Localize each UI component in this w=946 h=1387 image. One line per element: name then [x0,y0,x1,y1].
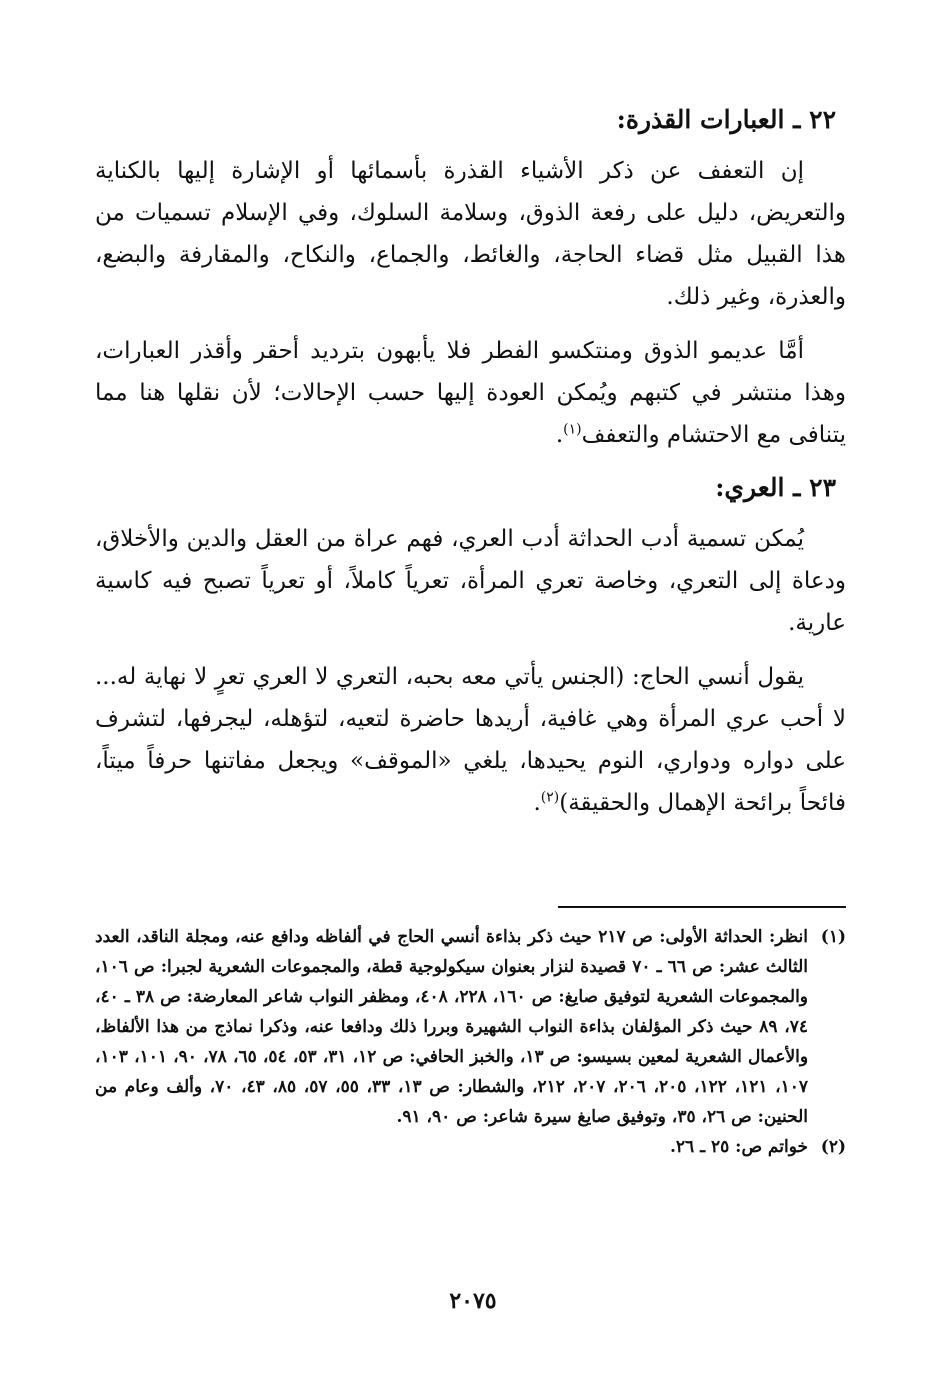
section-heading-23: ٢٣ ـ العري: [715,473,836,502]
footnote-divider [558,906,846,908]
section-heading-22: ٢٢ ـ العبارات القذرة: [616,105,836,134]
footnotes [95,922,846,1162]
paragraph: إن التعفف عن ذكر الأشياء القذرة بأسمائها أو الإشارة إليها بالكناية والتعريض، دليل على رفعة الذوق، وسلامة السلوك، وفي الإسلام تسميات من هذا القبيل مثل قضاء الحاجة، والغائط، والجماع، والنكاح، والمقارفة والبضع، والعذرة، وغير ذلك. [95,158,846,310]
footnote-text: خواتم ص: ٢٥ ـ ٢٦. [669,1137,808,1157]
paragraph: يقول أنسي الحاج: (الجنس يأتي معه بحبه، التعري لا العري تعرٍ لا نهاية له... لا أحب عري المرأة وهي غافية، أريدها حاضرة لتعيه، لتؤهله، ليجرفها، لتشرف على دواره ودواري، النوم يحيدها، يلغي «الموقف» ويجعل مفاتنها حرفاً ميتاً، فائحاً برائحة الإهمال والحقيقة)$^{(٢)}$. [95,664,846,816]
page-body [95,100,846,836]
page-number: ٢٠٧٥ [449,1288,497,1314]
footnote-number: (١) [820,927,846,947]
footnote-ref: (١) [563,421,582,438]
paragraph: أمَّا عديمو الذوق ومنتكسو الفطر فلا يأبهون بترديد أحقر وأقذر العبارات، وهذا منتشر في كتبهم ويُمكن العودة إليها حسب الإحالات؛ لأن نقلها هنا مما يتنافى مع الاحتشام والتعفف$^{(١)}$. [95,338,846,448]
paragraph: يُمكن تسمية أدب الحداثة أدب العري، فهم عراة من العقل والدين والأخلاق، ودعاة إلى التعري، وخاصة تعري المرأة، تعرياً كاملاً، أو تعرياً تصبح فيه كاسية عارية. [95,526,846,636]
footnote-ref: (٢) [540,789,560,806]
footnote-number: (٢) [820,1137,846,1157]
footnote-text: انظر: الحداثة الأولى: ص ٢١٧ حيث ذكر بذاءة أنسي الحاج في ألفاظه ودافع عنه، ومجلة الناقد، العدد الثالث عشر: ص ٦٦ ـ ٧٠ قصيدة لنزار بعنوان سيكولوجية قطة، والمجموعات الشعرية لجبرا: ص ١٠٦، والمجموعات الشعرية لتوفيق صايغ: ص ١٦٠، ٢٢٨، ٤٠٨، ومظفر النواب شاعر المعارضة: ص ٣٨ ـ ٤٠، ٧٤، ٨٩ حيث ذكر المؤلفان بذاءة النواب الشهيرة وبررا ذلك ودافعا عنه، وذكرا نماذج من هذا الألفاظ، والأعمال الشعرية لمعين بسيسو: ص ١٣، والخبز الحافي: ص ١٢، ٣١، ٥٣، ٥٤، ٦٥، ٧٨، ٩٠، ١٠١، ١٠٣، ١٠٧، ١٢١، ١٢٢، ٢٠٥، ٢٠٦، ٢٠٧، ٢١٢، والشطار: ص ١٣، ٣٣، ٥٥، ٥٧، ٨٥، ٤٣، ٧٠، وألف وعام من الحنين: ص ٢٦، ٣٥، وتوفيق صايغ سيرة شاعر: ص ٩٠، ٩١. [95,927,809,1127]
footnote-1 [95,922,846,1132]
footnote-2 [95,1132,846,1162]
